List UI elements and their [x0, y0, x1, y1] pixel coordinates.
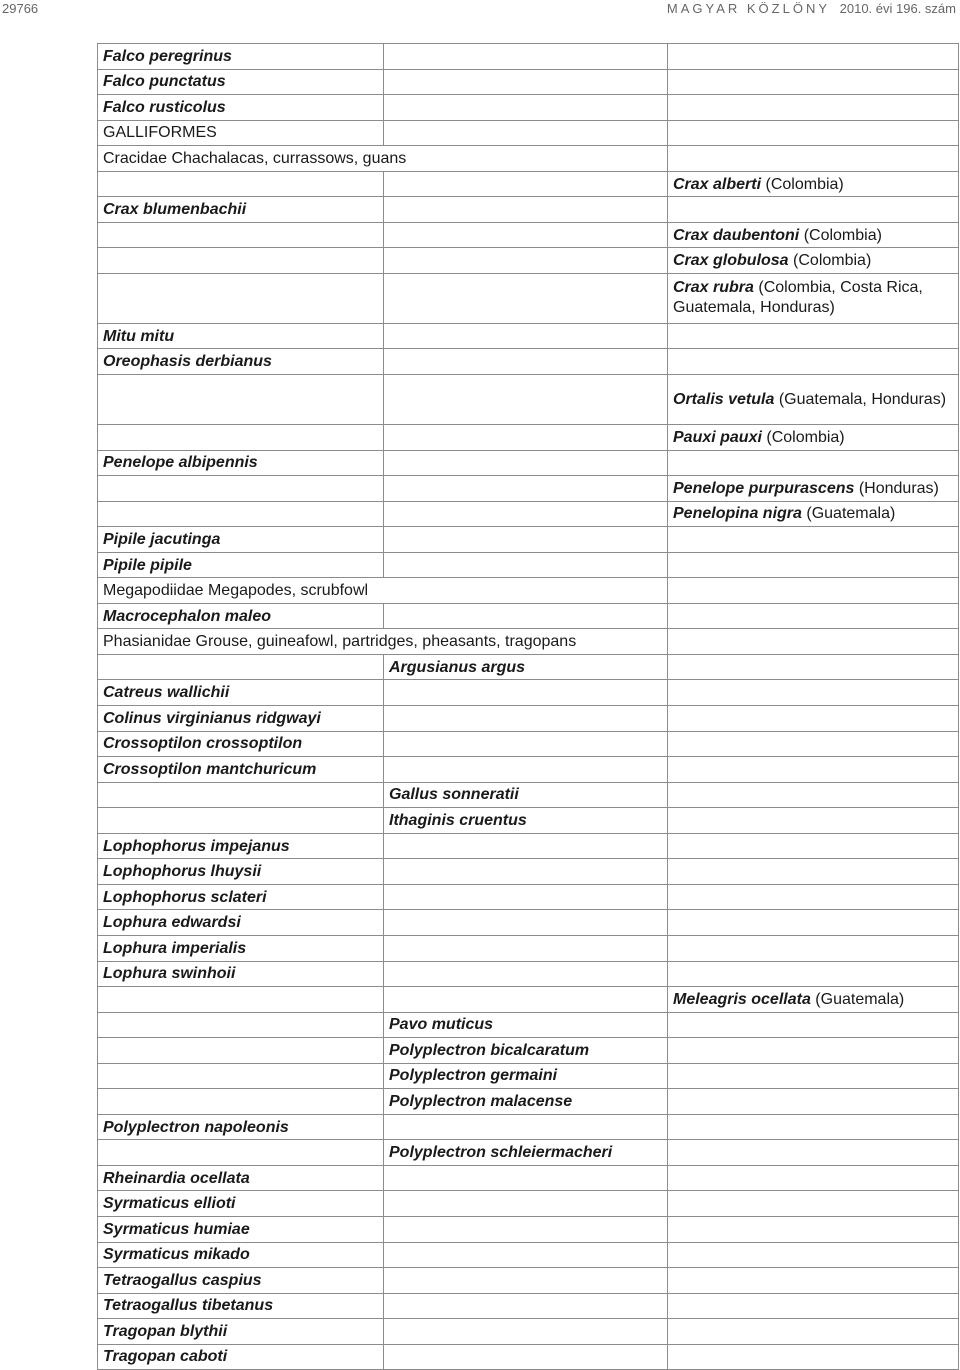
appendix-3-cell	[668, 248, 959, 274]
table-row	[98, 1319, 959, 1345]
appendix-3-cell	[668, 782, 959, 808]
table-row	[98, 1063, 959, 1089]
appendix-1-cell: Tragopan blythii	[98, 1319, 384, 1345]
appendix-1-cell	[98, 501, 384, 527]
country-note: (Colombia)	[765, 175, 844, 193]
appendix-1-cell: Polyplectron napoleonis	[98, 1114, 384, 1140]
table-row	[98, 44, 959, 70]
appendix-1-cell: Crossoptilon mantchuricum	[98, 757, 384, 783]
appendix-3-cell	[668, 910, 959, 936]
appendix-1-cell: Lophura edwardsi	[98, 910, 384, 936]
appendix-3-cell	[668, 425, 959, 451]
table-row	[98, 552, 959, 578]
appendix-1-cell: Falco peregrinus	[98, 44, 384, 70]
appendix-2-cell	[384, 1114, 668, 1140]
appendix-3-cell	[668, 222, 959, 248]
appendix-3-cell	[668, 375, 959, 425]
appendix-3-cell	[668, 1012, 959, 1038]
table-row	[98, 1344, 959, 1370]
appendix-1-cell: Lophophorus lhuysii	[98, 859, 384, 885]
appendix-2-cell	[384, 323, 668, 349]
table-row	[98, 603, 959, 629]
appendix-3-cell	[668, 1242, 959, 1268]
appendix-3-cell	[668, 680, 959, 706]
appendix-1-cell	[98, 476, 384, 502]
table-row	[98, 1089, 959, 1115]
appendix-1-cell: Macrocephalon maleo	[98, 603, 384, 629]
country-note: (Guatemala, Honduras)	[778, 390, 947, 408]
appendix-1-cell: Rheinardia ocellata	[98, 1165, 384, 1191]
appendix-2-cell	[384, 680, 668, 706]
table-row	[98, 248, 959, 274]
appendix-2-cell	[384, 197, 668, 223]
appendix-2-cell	[384, 273, 668, 323]
species-name: Crax rubra	[673, 279, 754, 297]
species-name: Penelope purpurascens	[673, 479, 855, 497]
appendix-2-cell	[384, 910, 668, 936]
table-row	[98, 808, 959, 834]
appendix-2-cell	[384, 731, 668, 757]
appendix-3-cell	[668, 69, 959, 95]
appendix-2-cell	[384, 603, 668, 629]
appendix-2-cell	[384, 95, 668, 121]
appendix-2-cell	[384, 120, 668, 146]
table-row	[98, 1012, 959, 1038]
appendix-1-cell	[98, 654, 384, 680]
species-name: Ortalis vetula	[673, 390, 775, 408]
table-row	[98, 910, 959, 936]
appendix-2-cell	[384, 375, 668, 425]
appendix-3-cell	[668, 146, 959, 172]
appendix-2-cell	[384, 527, 668, 553]
appendix-3-cell	[668, 833, 959, 859]
appendix-2-cell	[384, 1319, 668, 1345]
appendix-1-cell	[98, 1038, 384, 1064]
appendix-3-cell	[668, 273, 959, 323]
table-row	[98, 1293, 959, 1319]
appendix-1-cell: Crossoptilon crossoptilon	[98, 731, 384, 757]
appendix-2-cell	[384, 961, 668, 987]
appendix-1-cell: Lophophorus sclateri	[98, 884, 384, 910]
appendix-1-cell	[98, 248, 384, 274]
table-row	[98, 935, 959, 961]
species-table	[97, 43, 959, 1370]
issue-label: 2010. évi 196. szám	[839, 1, 956, 16]
appendix-2-cell	[384, 1268, 668, 1294]
appendix-3-cell	[668, 935, 959, 961]
appendix-1-cell: Mitu mitu	[98, 323, 384, 349]
appendix-3-cell	[668, 1191, 959, 1217]
appendix-2-cell	[384, 476, 668, 502]
table-row	[98, 69, 959, 95]
appendix-2-cell	[384, 222, 668, 248]
appendix-1-cell	[98, 375, 384, 425]
appendix-2-cell	[384, 987, 668, 1013]
appendix-3-cell	[668, 1216, 959, 1242]
species-name: Crax globulosa	[673, 252, 789, 270]
table-row	[98, 578, 959, 604]
appendix-3-cell	[668, 197, 959, 223]
appendix-3-cell	[668, 1165, 959, 1191]
appendix-1-cell	[98, 782, 384, 808]
species-name: Penelopina nigra	[673, 505, 802, 523]
country-note: (Colombia)	[803, 226, 882, 244]
page-header	[0, 0, 960, 20]
appendix-2-cell: Pavo muticus	[384, 1012, 668, 1038]
appendix-1-cell	[98, 171, 384, 197]
appendix-3-cell	[668, 706, 959, 732]
appendix-2-cell: Argusianus argus	[384, 654, 668, 680]
appendix-2-cell	[384, 1293, 668, 1319]
species-name: Meleagris ocellata	[673, 990, 811, 1008]
appendix-3-cell	[668, 578, 959, 604]
appendix-3-cell	[668, 1089, 959, 1115]
appendix-2-cell	[384, 69, 668, 95]
appendix-2-cell	[384, 757, 668, 783]
appendix-1-cell	[98, 808, 384, 834]
table-row	[98, 1268, 959, 1294]
appendix-3-cell	[668, 1114, 959, 1140]
country-note: (Colombia)	[793, 252, 872, 270]
table-row	[98, 629, 959, 655]
table-row	[98, 987, 959, 1013]
appendix-2-cell	[384, 425, 668, 451]
appendix-2-cell	[384, 44, 668, 70]
appendix-3-cell	[668, 1293, 959, 1319]
appendix-3-cell	[668, 1038, 959, 1064]
appendix-3-cell	[668, 1344, 959, 1370]
appendix-1-cell	[98, 1012, 384, 1038]
appendix-3-cell	[668, 629, 959, 655]
appendix-3-cell	[668, 731, 959, 757]
table-row	[98, 782, 959, 808]
table-row	[98, 1242, 959, 1268]
appendix-2-cell	[384, 1191, 668, 1217]
appendix-1-cell: Oreophasis derbianus	[98, 349, 384, 375]
appendix-3-cell	[668, 987, 959, 1013]
table-row	[98, 1038, 959, 1064]
appendix-3-cell	[668, 1063, 959, 1089]
table-row	[98, 425, 959, 451]
table-row	[98, 961, 959, 987]
appendix-2-cell	[384, 248, 668, 274]
table-row	[98, 95, 959, 121]
appendix-1-cell: Tragopan caboti	[98, 1344, 384, 1370]
appendix-2-cell: Polyplectron bicalcaratum	[384, 1038, 668, 1064]
appendix-1-cell	[98, 1140, 384, 1166]
table-row	[98, 323, 959, 349]
table-row	[98, 375, 959, 425]
country-note: (Honduras)	[858, 479, 939, 497]
table-row	[98, 527, 959, 553]
appendix-1-cell	[98, 273, 384, 323]
appendix-3-cell	[668, 961, 959, 987]
taxon-heading: Cracidae Chachalacas, currassows, guans	[98, 146, 668, 172]
appendix-2-cell	[384, 501, 668, 527]
appendix-2-cell: Gallus sonneratii	[384, 782, 668, 808]
country-note: (Colombia)	[766, 428, 845, 446]
table-row	[98, 1216, 959, 1242]
appendix-3-cell	[668, 95, 959, 121]
appendix-3-cell	[668, 171, 959, 197]
appendix-1-cell: Falco punctatus	[98, 69, 384, 95]
table-row	[98, 833, 959, 859]
table-row	[98, 197, 959, 223]
appendix-2-cell: Polyplectron malacense	[384, 1089, 668, 1115]
appendix-3-cell	[668, 323, 959, 349]
table-row	[98, 757, 959, 783]
appendix-2-cell	[384, 833, 668, 859]
appendix-2-cell: Polyplectron germaini	[384, 1063, 668, 1089]
appendix-2-cell	[384, 884, 668, 910]
appendix-3-cell	[668, 44, 959, 70]
appendix-1-cell: Syrmaticus mikado	[98, 1242, 384, 1268]
appendix-1-cell: Crax blumenbachii	[98, 197, 384, 223]
species-name: Crax daubentoni	[673, 226, 800, 244]
table-row	[98, 171, 959, 197]
appendix-1-cell: Tetraogallus tibetanus	[98, 1293, 384, 1319]
appendix-2-cell	[384, 552, 668, 578]
appendix-1-cell: Syrmaticus humiae	[98, 1216, 384, 1242]
appendix-3-cell	[668, 450, 959, 476]
header-right	[667, 1, 956, 16]
appendix-3-cell	[668, 349, 959, 375]
appendix-3-cell	[668, 1319, 959, 1345]
table-row	[98, 654, 959, 680]
appendix-2-cell	[384, 1344, 668, 1370]
table-row	[98, 476, 959, 502]
appendix-3-cell	[668, 120, 959, 146]
table-row	[98, 501, 959, 527]
table-row	[98, 859, 959, 885]
appendix-1-cell: GALLIFORMES	[98, 120, 384, 146]
table-row	[98, 273, 959, 323]
table-row	[98, 222, 959, 248]
country-note: (Colombia, Costa Rica, Guatemala, Honduras)	[673, 279, 923, 317]
appendix-2-cell	[384, 935, 668, 961]
appendix-2-cell	[384, 1165, 668, 1191]
appendix-3-cell	[668, 654, 959, 680]
table-row	[98, 1114, 959, 1140]
appendix-1-cell: Lophura imperialis	[98, 935, 384, 961]
table-row	[98, 146, 959, 172]
appendix-1-cell: Lophophorus impejanus	[98, 833, 384, 859]
species-name: Pauxi pauxi	[673, 428, 762, 446]
appendix-2-cell	[384, 171, 668, 197]
appendix-2-cell	[384, 859, 668, 885]
appendix-1-cell: Syrmaticus ellioti	[98, 1191, 384, 1217]
appendix-3-cell	[668, 1140, 959, 1166]
appendix-1-cell	[98, 1089, 384, 1115]
appendix-2-cell	[384, 706, 668, 732]
table-row	[98, 1191, 959, 1217]
appendix-3-cell	[668, 603, 959, 629]
taxon-heading: Megapodiidae Megapodes, scrubfowl	[98, 578, 668, 604]
appendix-1-cell: Tetraogallus caspius	[98, 1268, 384, 1294]
appendix-1-cell: Pipile jacutinga	[98, 527, 384, 553]
appendix-3-cell	[668, 859, 959, 885]
table-row	[98, 1140, 959, 1166]
publication-title: MAGYAR KÖZLÖNY	[666, 1, 831, 16]
appendix-1-cell: Catreus wallichii	[98, 680, 384, 706]
appendix-1-cell: Pipile pipile	[98, 552, 384, 578]
table-row	[98, 706, 959, 732]
species-name: Crax alberti	[673, 175, 762, 193]
appendix-3-cell	[668, 757, 959, 783]
appendix-2-cell: Ithaginis cruentus	[384, 808, 668, 834]
table-row	[98, 680, 959, 706]
appendix-1-cell: Falco rusticolus	[98, 95, 384, 121]
appendix-3-cell	[668, 501, 959, 527]
appendix-2-cell	[384, 349, 668, 375]
appendix-1-cell	[98, 222, 384, 248]
appendix-3-cell	[668, 884, 959, 910]
table-row	[98, 884, 959, 910]
appendix-3-cell	[668, 552, 959, 578]
appendix-3-cell	[668, 808, 959, 834]
appendix-1-cell	[98, 987, 384, 1013]
appendix-3-cell	[668, 1268, 959, 1294]
appendix-1-cell	[98, 425, 384, 451]
species-table-body	[98, 44, 959, 1370]
appendix-1-cell: Penelope albipennis	[98, 450, 384, 476]
appendix-3-cell	[668, 476, 959, 502]
table-row	[98, 450, 959, 476]
appendix-1-cell: Colinus virginianus ridgwayi	[98, 706, 384, 732]
appendix-2-cell	[384, 450, 668, 476]
page-number: 29766	[2, 1, 39, 16]
appendix-2-cell: Polyplectron schleiermacheri	[384, 1140, 668, 1166]
appendix-2-cell	[384, 1242, 668, 1268]
table-row	[98, 120, 959, 146]
appendix-3-cell	[668, 527, 959, 553]
table-row	[98, 349, 959, 375]
appendix-2-cell	[384, 1216, 668, 1242]
table-row	[98, 1165, 959, 1191]
taxon-heading: Phasianidae Grouse, guineafowl, partridges, pheasants, tragopans	[98, 629, 668, 655]
table-row	[98, 731, 959, 757]
appendix-1-cell: Lophura swinhoii	[98, 961, 384, 987]
country-note: (Guatemala)	[806, 505, 896, 523]
appendix-1-cell	[98, 1063, 384, 1089]
country-note: (Guatemala)	[815, 990, 905, 1008]
